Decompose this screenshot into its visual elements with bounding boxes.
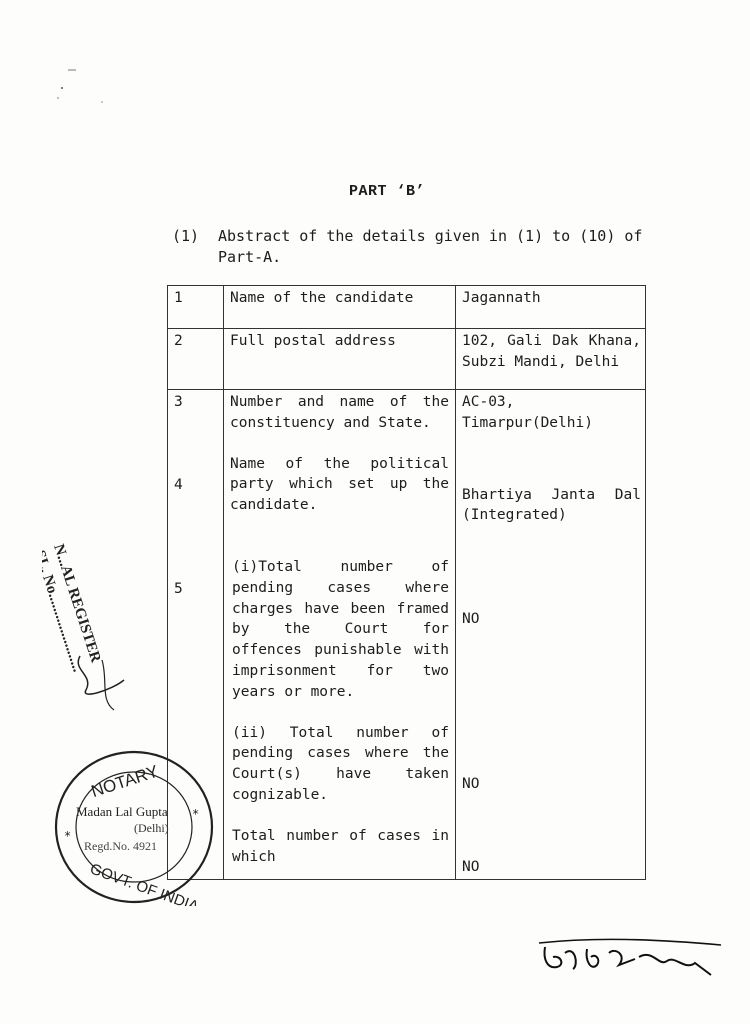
row-label-constituency: Number and name of the constituency and State.	[230, 394, 449, 431]
row-label-pending-cases-i: (i)Total number of pending cases where charges have been framed by the Court for offences punishable with imprisonment for two years or more.	[232, 558, 449, 700]
row-value-constituency: AC-03, Timarpur(Delhi)	[462, 394, 593, 431]
details-table	[167, 285, 646, 880]
table-row	[168, 286, 646, 329]
scan-specks	[50, 60, 110, 113]
row-labels-3-5	[224, 390, 456, 880]
notary-seal-graphic	[52, 748, 217, 906]
svg-text:N...AL REGISTER: N...AL REGISTER	[50, 542, 104, 665]
row-values-3-5	[456, 390, 646, 880]
page-title: PART ‘B’	[348, 183, 425, 200]
svg-text:NOTARY: NOTARY	[88, 761, 161, 802]
svg-text:Madan Lal Gupta: Madan Lal Gupta	[76, 804, 168, 819]
row-label-candidate-name: Name of the candidate	[224, 286, 456, 329]
row-value-total-cases: NO	[462, 858, 480, 875]
row-value-pending-cases-ii: NO	[462, 775, 480, 792]
row-number-5: 5	[174, 580, 183, 597]
svg-text:(Delhi): (Delhi)	[134, 821, 169, 835]
notary-seal	[52, 748, 217, 906]
svg-text:*: *	[192, 807, 200, 821]
row-label-political-party: Name of the political party which set up the candidate.	[230, 455, 449, 514]
svg-text:Regd.No. 4921: Regd.No. 4921	[84, 839, 157, 853]
row-label-pending-cases-ii: (ii) Total number of pending cases where the Court(s) have taken cognizable.	[232, 724, 449, 803]
scan-speck-marks	[50, 60, 110, 110]
svg-text:*: *	[64, 829, 72, 843]
row-number: 1	[168, 286, 224, 329]
notarial-register-stamp	[42, 540, 182, 740]
row-label-total-cases: Total number of cases in which	[232, 827, 449, 865]
row-value-postal-address: 102, Gali Dak Khana, Subzi Mandi, Delhi	[456, 329, 646, 390]
table-row	[168, 329, 646, 390]
row-number-4: 4	[174, 476, 183, 493]
handwritten-signature	[535, 935, 725, 995]
row-number-3: 3	[174, 394, 183, 410]
svg-text:SL. No......................: SL. No......................	[42, 548, 86, 674]
row-number: 2	[168, 329, 224, 390]
signature-graphic	[535, 935, 725, 995]
row-value-political-party: Bhartiya Janta Dal (Integrated)	[462, 486, 641, 524]
register-stamp-graphic	[42, 540, 182, 740]
intro-number: (1)	[172, 227, 200, 245]
row-label-postal-address: Full postal address	[224, 329, 456, 390]
row-value-candidate-name: Jagannath	[456, 286, 646, 329]
table-row	[168, 390, 646, 880]
intro-text: Abstract of the details given in (1) to (10) of Part-A.	[218, 227, 643, 266]
row-value-pending-cases-i: NO	[462, 611, 480, 628]
svg-text:GOVT. OF INDIA: GOVT. OF INDIA	[87, 860, 201, 906]
